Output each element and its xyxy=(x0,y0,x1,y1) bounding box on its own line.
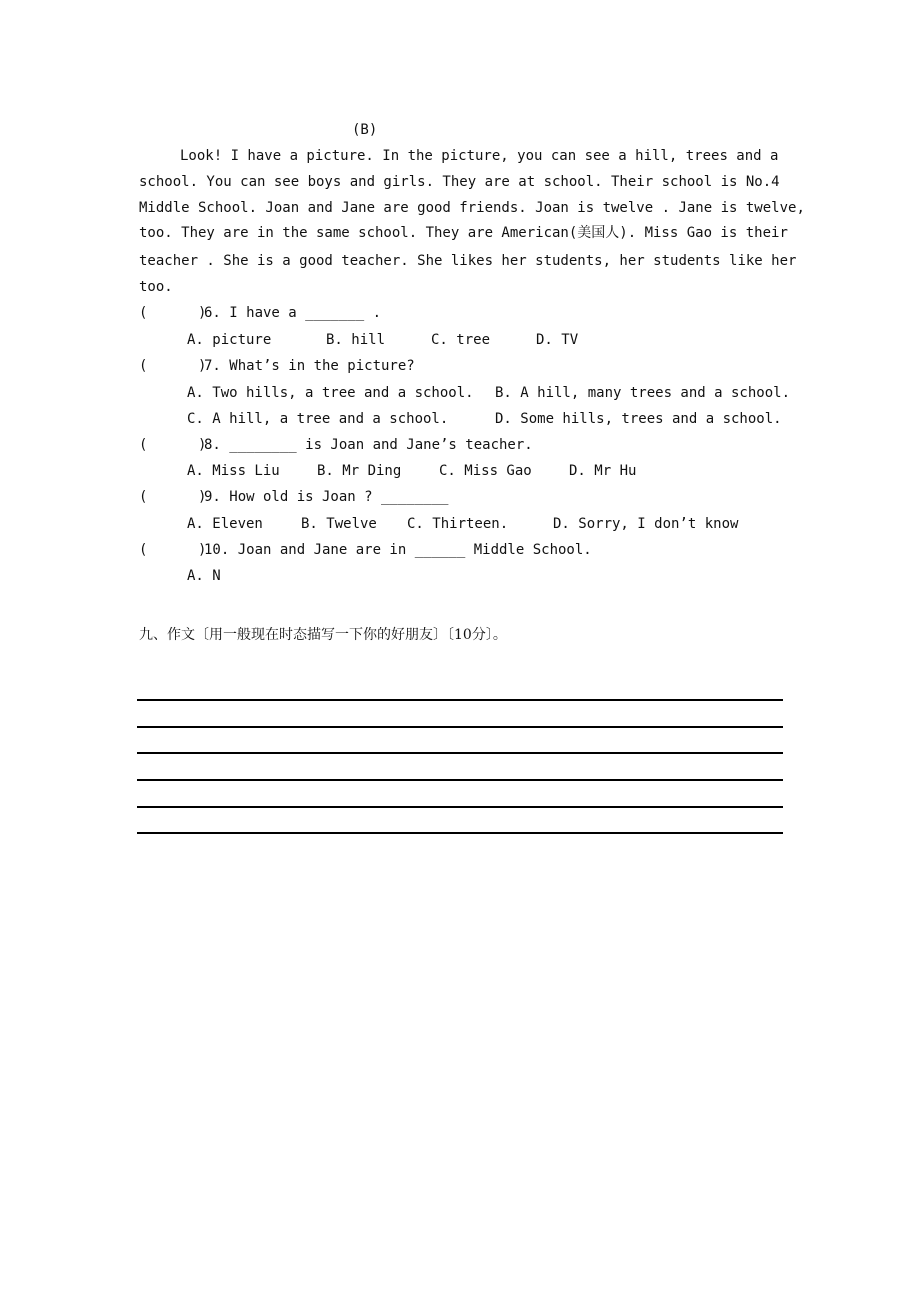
writing-line[interactable] xyxy=(137,752,783,754)
option-d: D. Sorry, I don’t know xyxy=(553,516,739,532)
answer-blank[interactable]: ( ) xyxy=(139,542,207,558)
option-c: C. Miss Gao xyxy=(439,463,532,479)
option-d: D. Some hills, trees and a school. xyxy=(495,411,782,427)
question-text: 6. I have a _______ . xyxy=(204,305,382,321)
writing-line[interactable] xyxy=(137,699,783,701)
passage-line: Look! I have a picture. In the picture, you can see a hill, trees and a xyxy=(180,148,779,164)
option-c: C. A hill, a tree and a school. xyxy=(187,411,449,427)
writing-line[interactable] xyxy=(137,726,783,728)
answer-blank[interactable]: ( ) xyxy=(139,358,207,374)
option-b: B. hill xyxy=(326,332,386,348)
option-b: B. A hill, many trees and a school. xyxy=(495,385,791,401)
question-text: 9. How old is Joan ? ________ xyxy=(204,489,449,505)
question-text: 7. What’s in the picture? xyxy=(204,358,415,374)
option-a: A. Two hills, a tree and a school. xyxy=(187,385,474,401)
answer-blank[interactable]: ( ) xyxy=(139,489,207,505)
writing-line[interactable] xyxy=(137,806,783,808)
question-text: 10. Joan and Jane are in ______ Middle School. xyxy=(204,542,592,558)
passage-line: too. They are in the same school. They are American(美国人). Miss Gao is their xyxy=(139,225,788,241)
option-a: A. N xyxy=(187,568,221,584)
option-a: A. Miss Liu xyxy=(187,463,280,479)
essay-title: 九、作文〔用一般现在时态描写一下你的好朋友〕〔10分〕。 xyxy=(139,627,507,643)
writing-line[interactable] xyxy=(137,832,783,834)
option-a: A. Eleven xyxy=(187,516,263,532)
writing-line[interactable] xyxy=(137,779,783,781)
passage-line: school. You can see boys and girls. They are at school. Their school is No.4 xyxy=(139,174,780,190)
section-heading: (B) xyxy=(352,122,378,138)
option-c: C. tree xyxy=(431,332,491,348)
question-text: 8. ________ is Joan and Jane’s teacher. xyxy=(204,437,533,453)
option-d: D. Mr Hu xyxy=(569,463,637,479)
passage-line: Middle School. Joan and Jane are good friends. Joan is twelve . Jane is twelve, xyxy=(139,200,805,216)
option-b: B. Mr Ding xyxy=(317,463,402,479)
answer-blank[interactable]: ( ) xyxy=(139,437,207,453)
answer-blank[interactable]: ( ) xyxy=(139,305,207,321)
passage-line: too. xyxy=(139,279,173,295)
option-d: D. TV xyxy=(536,332,579,348)
passage-line: teacher . She is a good teacher. She likes her students, her students like her xyxy=(139,253,797,269)
option-c: C. Thirteen. xyxy=(407,516,509,532)
option-b: B. Twelve xyxy=(301,516,377,532)
option-a: A. picture xyxy=(187,332,272,348)
